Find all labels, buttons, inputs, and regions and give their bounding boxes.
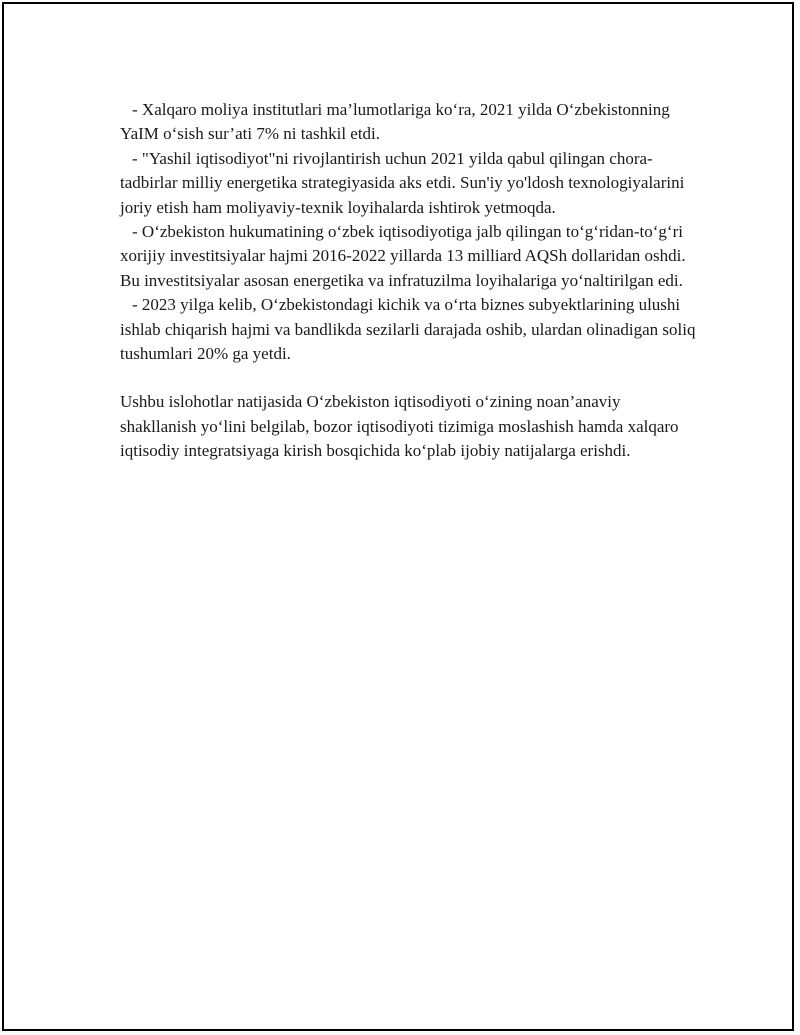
- paragraph-gap: [120, 366, 700, 390]
- bullet-foreign-investment: - O‘zbekiston hukumatining o‘zbek iqtisodiyotiga jalb qilingan to‘g‘ridan-to‘g‘ri xorijiy investitsiyalar hajmi 2016-2022 yillarda 13 milliard AQSh dollaridan oshdi. Bu investitsiyalar asosan energetika va infratuzilma loyihalariga yo‘naltirilgan edi.: [120, 222, 686, 290]
- bullet-small-business: - 2023 yilga kelib, O‘zbekistondagi kichik va o‘rta biznes subyektlarining ulushi ishlab chiqarish hajmi va bandlikda sezilarli darajada oshib, ulardan olinadigan soliq tushumlari 20% ga yetdi.: [120, 295, 696, 364]
- document-body: [120, 98, 700, 464]
- conclusion-paragraph: Ushbu islohotlar natijasida O‘zbekiston iqtisodiyoti o‘zining noan’anaviy shakllanish yo‘lini belgilab, bozor iqtisodiyoti tizimiga moslashish hamda xalqaro iqtisodiy integratsiyaga kirish bosqichida ko‘plab ijobiy natijalarga erishdi.: [120, 392, 679, 461]
- document-page: [2, 2, 794, 1031]
- bullet-green-economy: - "Yashil iqtisodiyot"ni rivojlantirish uchun 2021 yilda qabul qilingan chora-tadbirlar milliy energetika strategiyasida aks etdi. Sun'iy yo'ldosh texnologiyalarini joriy etish ham moliyaviy-texnik loyihalarda ishtirok yetmoqda.: [120, 148, 685, 217]
- bullet-gdp-growth: - Xalqaro moliya institutlari ma’lumotlariga ko‘ra, 2021 yilda O‘zbekistonning YaIM o‘sish sur’ati 7% ni tashkil etdi.: [120, 100, 670, 144]
